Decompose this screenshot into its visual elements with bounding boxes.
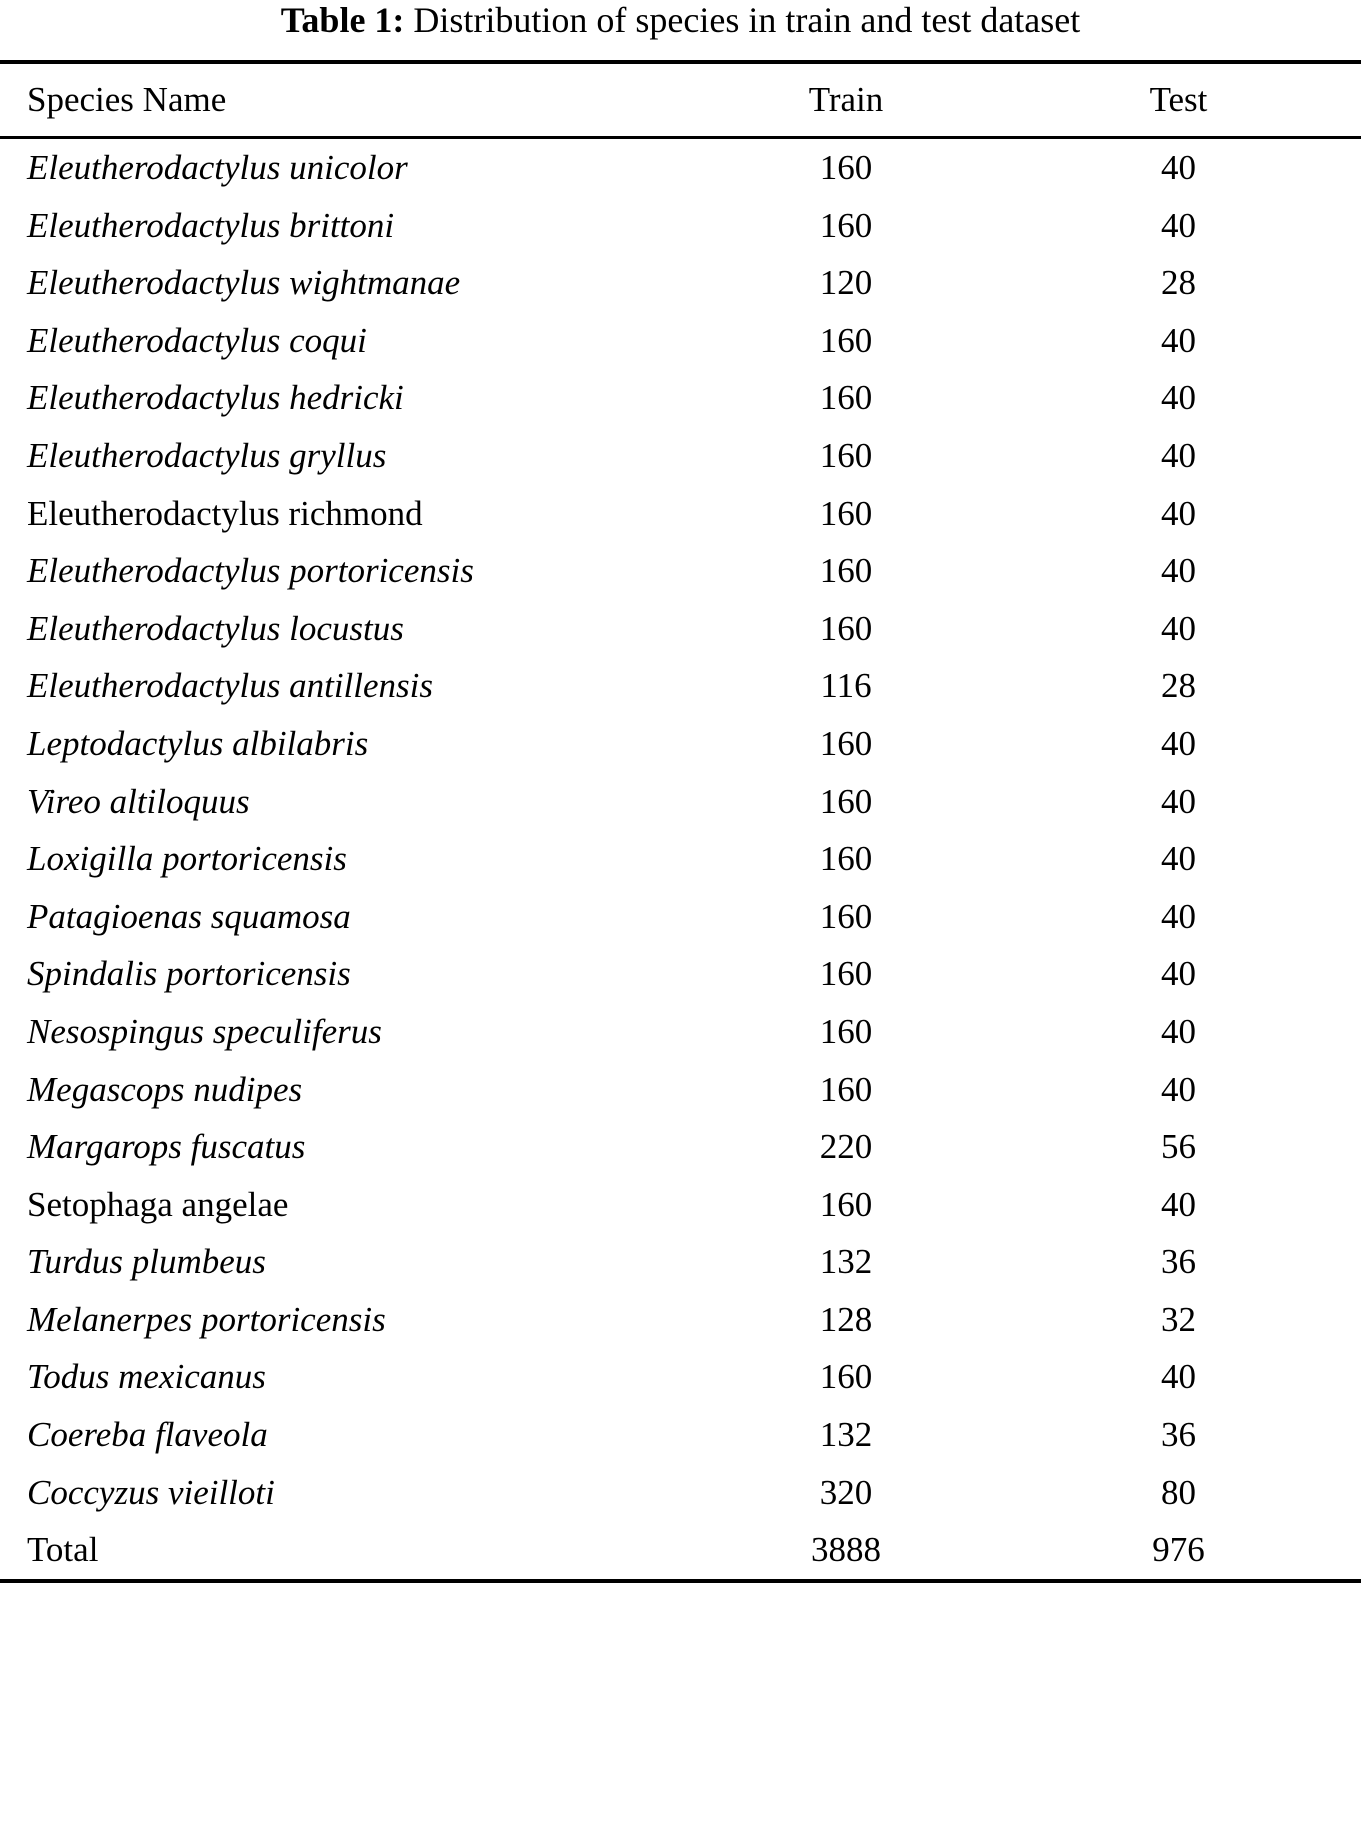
table-body — [0, 139, 1361, 1579]
species-name-cell: Eleutherodactylus brittoni — [27, 205, 395, 245]
species-distribution-table — [0, 64, 1361, 136]
species-name-cell: Loxigilla portoricensis — [27, 839, 347, 879]
species-name-cell: Nesospingus speculiferus — [27, 1011, 382, 1051]
column-header-test: Test — [1149, 80, 1208, 119]
species-name-cell: Megascops nudipes — [27, 1069, 303, 1109]
table-caption-label: Table 1: — [280, 0, 405, 40]
test-count-cell: 32 — [1161, 1299, 1196, 1339]
table-row — [0, 1291, 1361, 1349]
species-name-cell: Margarops fuscatus — [27, 1127, 306, 1167]
train-count-cell: 160 — [819, 1184, 873, 1224]
table-row — [0, 1176, 1361, 1234]
table-row — [0, 1406, 1361, 1464]
species-name-cell: Patagioenas squamosa — [27, 896, 351, 936]
species-name-cell: Eleutherodactylus antillensis — [27, 666, 434, 706]
train-count-cell: 160 — [819, 954, 873, 994]
train-count-cell: 160 — [819, 551, 873, 591]
table-caption-text: Distribution of species in train and test dataset — [413, 0, 1081, 40]
table-row — [0, 945, 1361, 1003]
test-count-cell: 40 — [1161, 1011, 1196, 1051]
species-name-cell: Leptodactylus albilabris — [27, 723, 369, 763]
species-name-cell: Eleutherodactylus hedricki — [27, 378, 404, 418]
table-row — [0, 773, 1361, 831]
test-count-cell: 40 — [1161, 148, 1196, 187]
table-row — [0, 1233, 1361, 1291]
table-row — [0, 312, 1361, 370]
train-count-cell: 160 — [819, 839, 873, 879]
table-bottom-rule — [0, 1579, 1361, 1583]
train-count-cell: 160 — [819, 723, 873, 763]
table-row — [0, 1118, 1361, 1176]
table-row — [0, 254, 1361, 312]
table-row — [0, 485, 1361, 543]
train-count-cell: 128 — [819, 1299, 873, 1339]
train-count-cell: 160 — [819, 320, 873, 360]
species-name-cell: Turdus plumbeus — [27, 1242, 266, 1282]
species-name-cell: Coccyzus vieilloti — [27, 1472, 275, 1512]
train-count-cell: 220 — [819, 1127, 873, 1167]
table-row — [0, 888, 1361, 946]
table-row — [0, 427, 1361, 485]
species-name-cell: Eleutherodactylus unicolor — [27, 148, 408, 187]
train-count-cell: 132 — [819, 1415, 873, 1455]
test-count-cell: 40 — [1161, 954, 1196, 994]
test-count-cell: 40 — [1161, 781, 1196, 821]
test-count-cell: 36 — [1161, 1242, 1196, 1282]
table-row — [0, 1348, 1361, 1406]
test-count-cell: 40 — [1161, 608, 1196, 648]
table-row — [0, 715, 1361, 773]
table-row — [0, 1061, 1361, 1119]
total-train-count: 3888 — [811, 1530, 881, 1570]
train-count-cell: 160 — [819, 435, 873, 475]
table-row — [0, 197, 1361, 255]
species-name-cell: Melanerpes portoricensis — [27, 1299, 386, 1339]
column-header-train: Train — [808, 80, 884, 119]
train-count-cell: 160 — [819, 378, 873, 418]
train-count-cell: 160 — [819, 1011, 873, 1051]
species-name-cell: Todus mexicanus — [27, 1357, 266, 1397]
test-count-cell: 40 — [1161, 551, 1196, 591]
table-row — [0, 1003, 1361, 1061]
species-name-cell: Eleutherodactylus wightmanae — [27, 263, 461, 303]
train-count-cell: 160 — [819, 896, 873, 936]
column-header-species-name: Species Name — [27, 80, 227, 119]
total-label: Total — [27, 1530, 99, 1570]
table-row — [0, 542, 1361, 600]
train-count-cell: 132 — [819, 1242, 873, 1282]
train-count-cell: 116 — [820, 666, 872, 706]
test-count-cell: 28 — [1161, 263, 1196, 303]
test-count-cell: 40 — [1161, 723, 1196, 763]
test-count-cell: 28 — [1161, 666, 1196, 706]
species-name-cell: Eleutherodactylus coqui — [27, 320, 367, 360]
test-count-cell: 40 — [1161, 435, 1196, 475]
test-count-cell: 40 — [1161, 1069, 1196, 1109]
test-count-cell: 40 — [1161, 205, 1196, 245]
train-count-cell: 160 — [819, 1357, 873, 1397]
species-name-cell: Eleutherodactylus portoricensis — [27, 551, 474, 591]
species-name-cell: Eleutherodactylus gryllus — [27, 435, 387, 475]
species-name-cell: Eleutherodactylus locustus — [27, 608, 404, 648]
train-count-cell: 160 — [819, 781, 873, 821]
test-count-cell: 80 — [1161, 1472, 1196, 1512]
table-row — [0, 1464, 1361, 1522]
test-count-cell: 40 — [1161, 1184, 1196, 1224]
species-name-cell: Spindalis portoricensis — [27, 954, 351, 994]
table-row — [0, 830, 1361, 888]
test-count-cell: 40 — [1161, 378, 1196, 418]
table-total-row — [0, 1521, 1361, 1579]
train-count-cell: 160 — [819, 493, 873, 533]
train-count-cell: 320 — [819, 1472, 873, 1512]
table-header — [0, 64, 1361, 136]
train-count-cell: 120 — [819, 263, 873, 303]
train-count-cell: 160 — [819, 608, 873, 648]
test-count-cell: 40 — [1161, 493, 1196, 533]
train-count-cell: 160 — [819, 205, 873, 245]
table-row — [0, 657, 1361, 715]
table-row — [0, 369, 1361, 427]
species-name-cell: Eleutherodactylus richmond — [27, 493, 423, 533]
species-name-cell: Coereba flaveola — [27, 1415, 268, 1455]
train-count-cell: 160 — [819, 148, 873, 187]
test-count-cell: 56 — [1161, 1127, 1196, 1167]
total-test-count: 976 — [1152, 1530, 1205, 1570]
table-row — [0, 600, 1361, 658]
species-name-cell: Vireo altiloquus — [27, 781, 250, 821]
species-name-cell: Setophaga angelae — [27, 1184, 289, 1224]
test-count-cell: 40 — [1161, 1357, 1196, 1397]
train-count-cell: 160 — [819, 1069, 873, 1109]
test-count-cell: 36 — [1161, 1415, 1196, 1455]
test-count-cell: 40 — [1161, 896, 1196, 936]
table-caption — [0, 0, 1361, 60]
table-header-row — [0, 64, 1361, 136]
test-count-cell: 40 — [1161, 839, 1196, 879]
table-row — [0, 139, 1361, 197]
test-count-cell: 40 — [1161, 320, 1196, 360]
species-distribution-body — [0, 139, 1361, 1579]
